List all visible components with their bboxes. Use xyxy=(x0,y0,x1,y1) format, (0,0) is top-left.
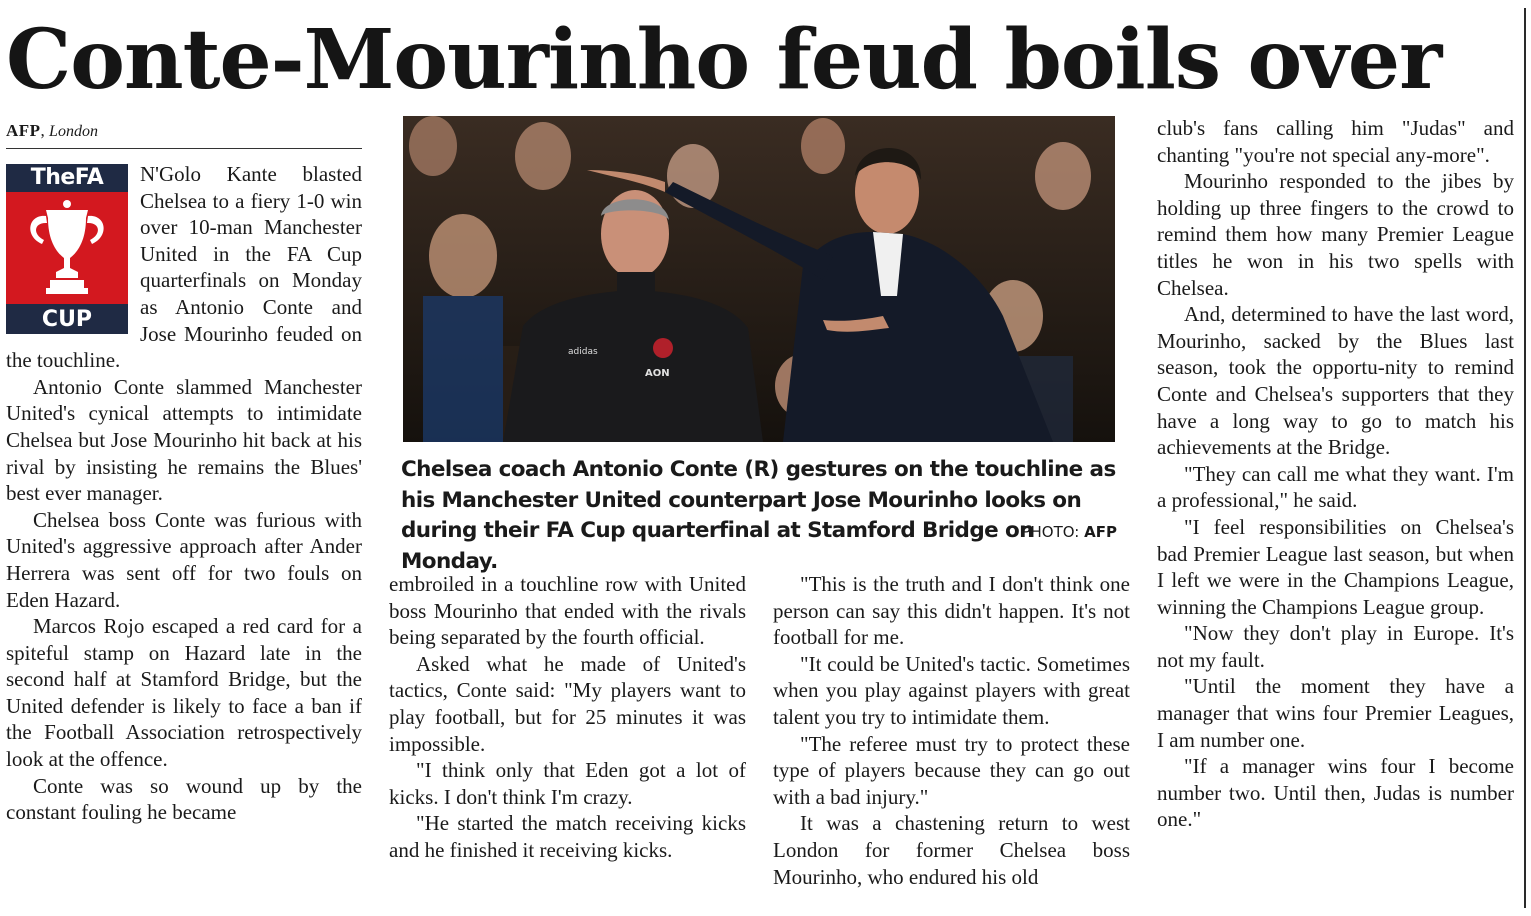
paragraph: "Now they don't play in Europe. It's not my fault. xyxy=(1157,621,1514,672)
paragraph: "Until the moment they have a manager that wins four Premier Leagues, I am number one. xyxy=(1157,674,1514,752)
fa-cup-trophy-icon xyxy=(6,192,128,304)
photo-credit xyxy=(1015,522,1117,542)
byline-agency: AFP xyxy=(6,121,41,140)
article-column-1 xyxy=(6,161,362,826)
fa-cup-logo xyxy=(6,164,128,334)
paragraph: "If a manager wins four I become number two. Until then, Judas is number one." xyxy=(1157,754,1514,832)
paragraph: "He started the match receiving kicks and he finished it receiving kicks. xyxy=(389,811,746,862)
article-column-2 xyxy=(389,571,746,864)
column-rule xyxy=(1524,8,1526,908)
paragraph: Conte was so wound up by the constant fouling he became xyxy=(6,773,362,825)
fa-logo-top-text: TheFA xyxy=(30,165,104,190)
paragraph: Asked what he made of United's tactics, Conte said: "My players want to play football, but for 25 minutes it was impossible. xyxy=(389,651,746,756)
photo-caption: Chelsea coach Antonio Conte (R) gestures on the touchline as his Manchester United counterpart Jose Mourinho looks on during their FA Cup quarterfinal at Stamford Bridge on Monday. xyxy=(401,457,1116,574)
photo-credit-label: PHOTO: xyxy=(1021,523,1080,541)
paragraph: "They can call me what they want. I'm a professional," he said. xyxy=(1157,461,1514,513)
news-photo xyxy=(403,116,1115,442)
paragraph: And, determined to have the last word, Mourinho, sacked by the Blues last season, took the opportu-nity to remind Conte and Chelsea's supporters that they have a long way to go to match his achievements at the Bridge. xyxy=(1157,302,1514,460)
paragraph: embroiled in a touchline row with United boss Mourinho that ended with the rivals being separated by the fourth official. xyxy=(389,572,746,650)
paragraph: N'Golo Kante blasted Chelsea to a fiery 1-0 win over 10-man Manchester United in the FA Cup quarterfinals on Monday as Antonio Conte and Jose Mourinho feuded on the touchline. xyxy=(6,162,362,373)
headline: Conte-Mourinho feud boils over xyxy=(6,12,1442,108)
paragraph: Mourinho responded to the jibes by holding up three fingers to the crowd to remind them how many Premier League titles he won in his two spells with Chelsea. xyxy=(1157,169,1514,300)
article-column-4 xyxy=(1157,115,1514,833)
paragraph: club's fans calling him "Judas" and chanting "you're not special any-more". xyxy=(1157,116,1514,167)
paragraph: Antonio Conte slammed Manchester United's cynical attempts to intimidate Chelsea but Jose Mourinho hit back at his rival by insisting he remains the Blues' best ever manager. xyxy=(6,374,362,506)
jacket-brand-text: adidas xyxy=(568,347,598,357)
photo-credit-source: AFP xyxy=(1084,523,1117,541)
fa-logo-bottom-text: CUP xyxy=(41,307,93,332)
paragraph: Chelsea boss Conte was furious with United's aggressive approach after Ander Herrera was sent off for two fouls on Eden Hazard. xyxy=(6,507,362,612)
paragraph: "It could be United's tactic. Sometimes when you play against players with great talent you try to intimidate them. xyxy=(773,651,1130,729)
jacket-sponsor-text: AON xyxy=(645,368,670,379)
byline-place: London xyxy=(49,123,98,140)
article-column-3 xyxy=(773,571,1130,890)
paragraph: "I think only that Eden got a lot of kicks. I don't think I'm crazy. xyxy=(389,758,746,809)
paragraph: It was a chastening return to west London for former Chelsea boss Mourinho, who endured his old xyxy=(773,811,1130,889)
paragraph: "The referee must try to protect these type of players because they can go out with a bad injury." xyxy=(773,731,1130,809)
paragraph: "This is the truth and I don't think one person can say this didn't happen. It's not football for me. xyxy=(773,572,1130,650)
paragraph: "I feel responsibilities on Chelsea's bad Premier League last season, but when I left we were in the Champions League, winning the Champions League group. xyxy=(1157,514,1514,619)
paragraph: Marcos Rojo escaped a red card for a spiteful stamp on Hazard late in the second half at Stamford Bridge, but the United defender is likely to face a ban if the Football Association retrospectively look at the offence. xyxy=(6,614,362,772)
byline: AFP, London xyxy=(6,118,362,149)
